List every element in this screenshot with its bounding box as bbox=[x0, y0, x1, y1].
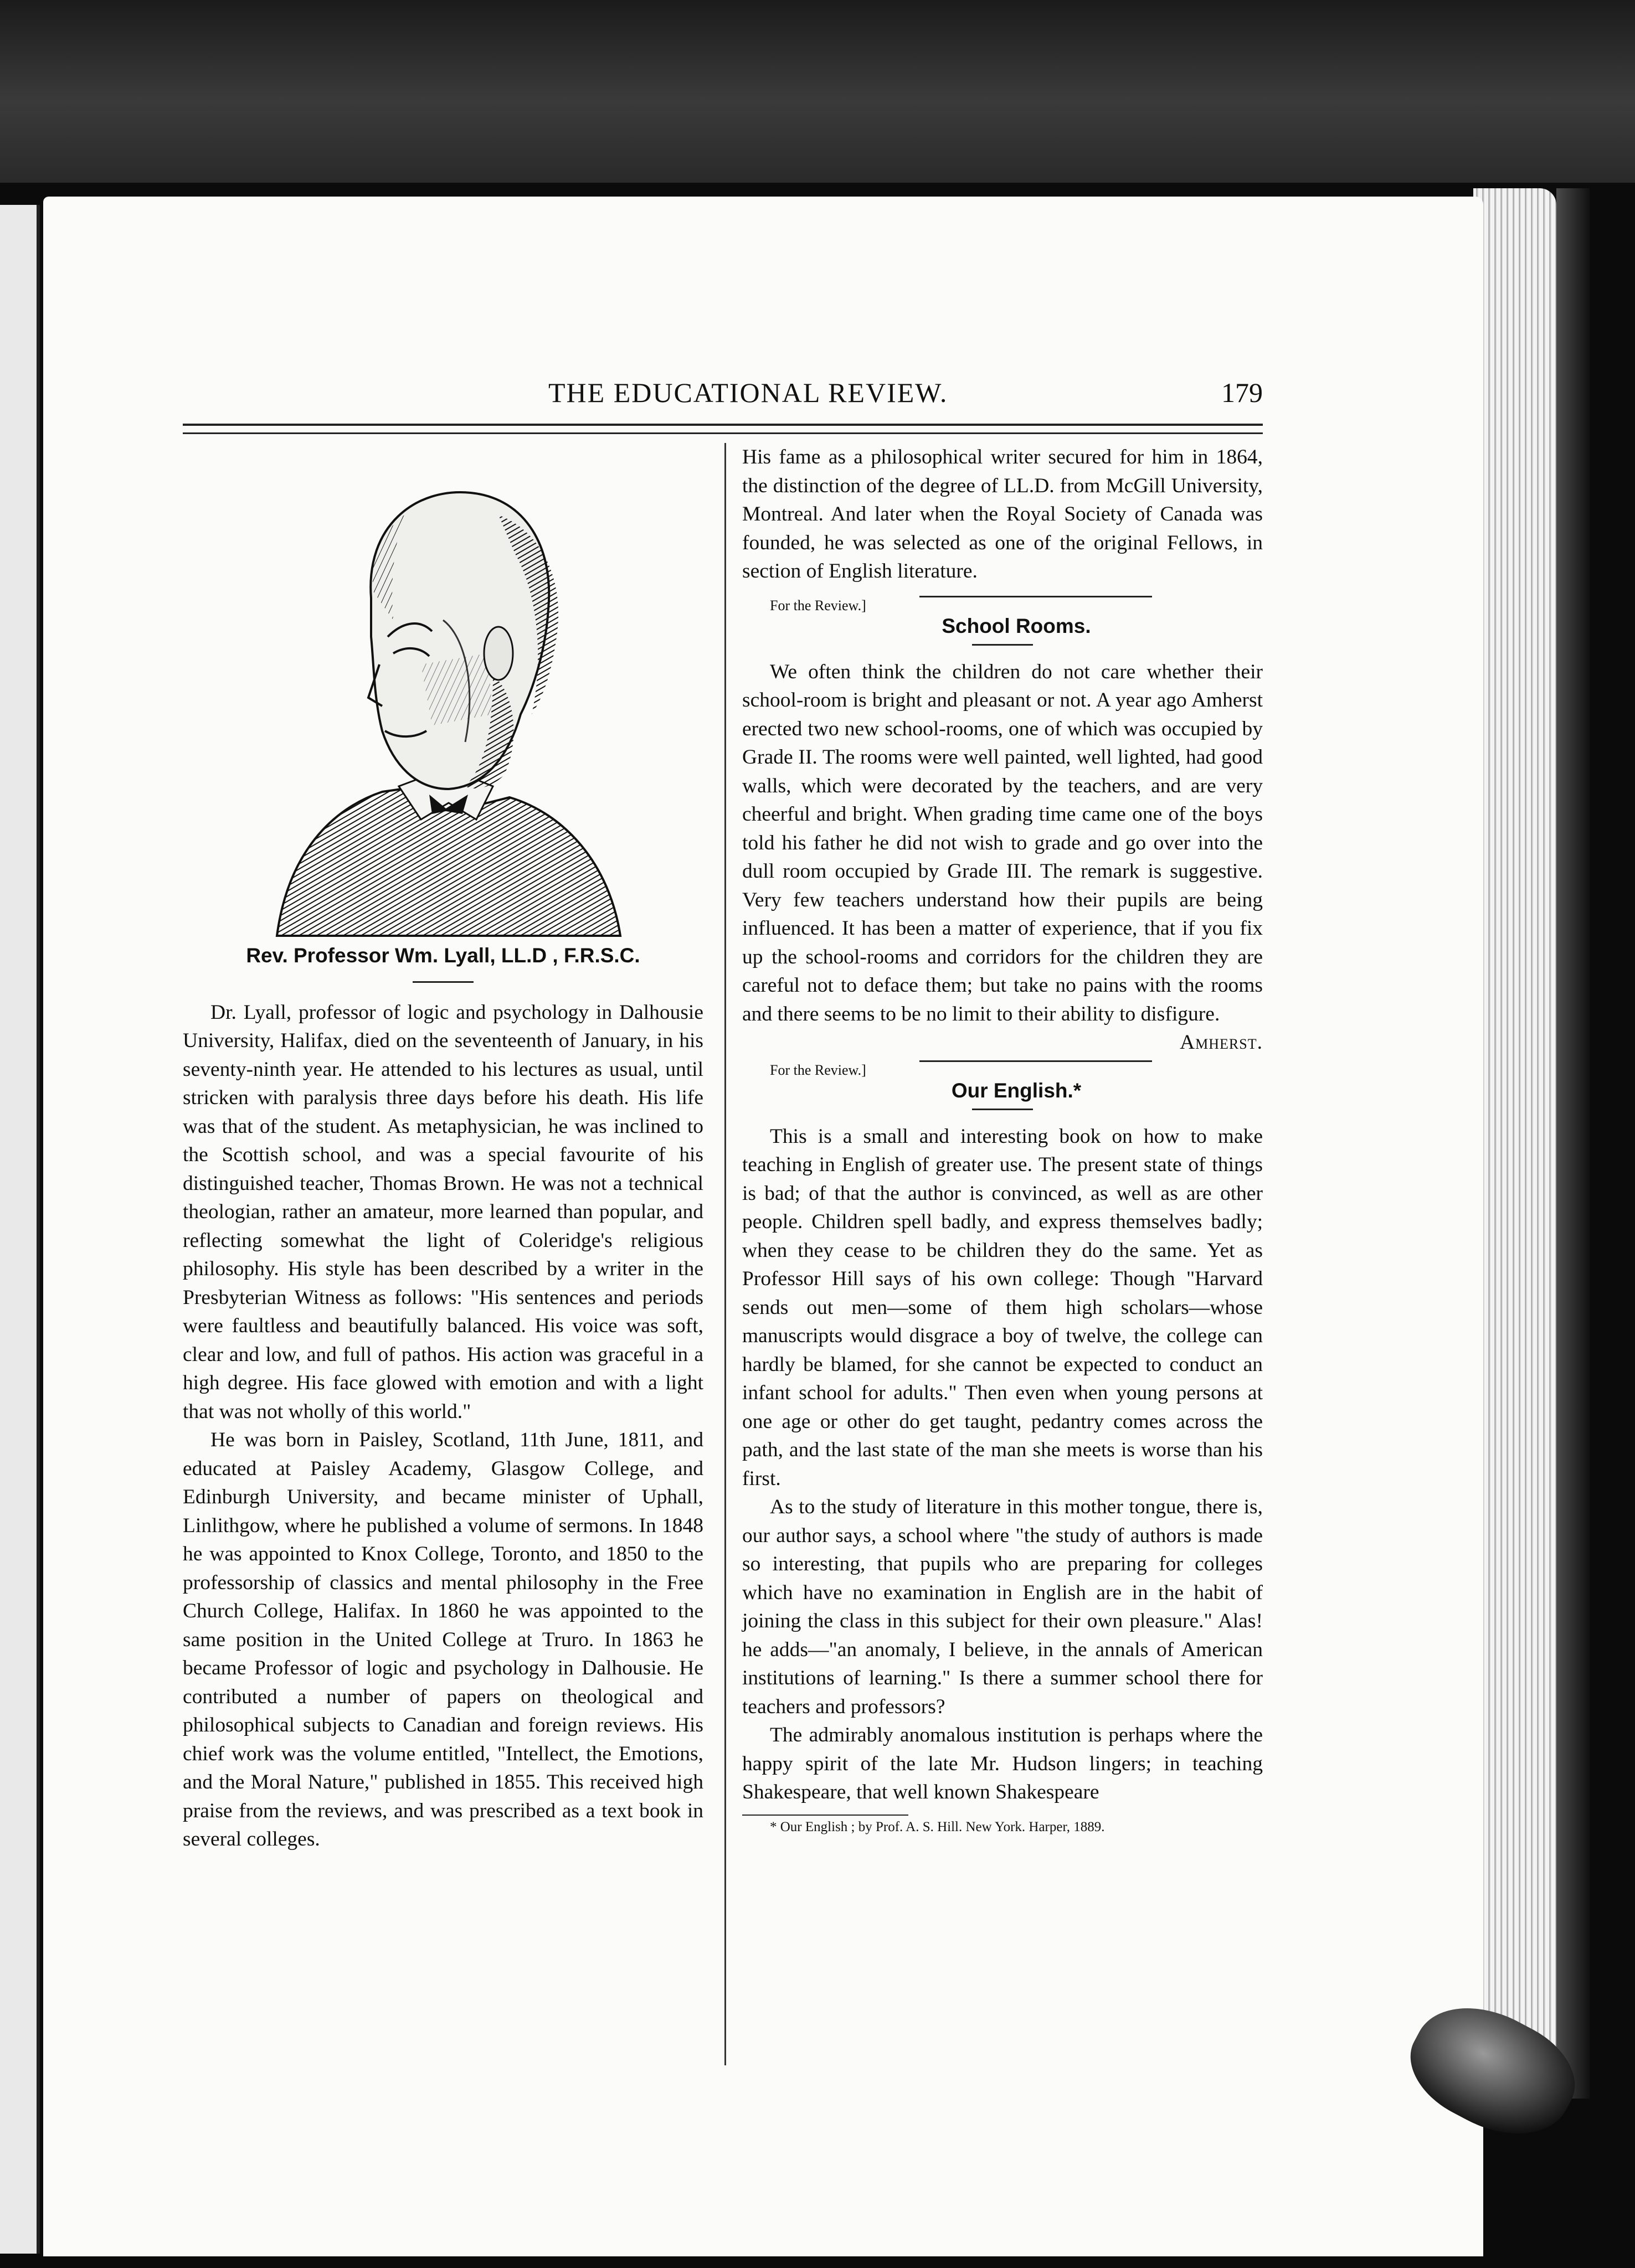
running-title: THE EDUCATIONAL REVIEW. bbox=[548, 377, 948, 408]
page-number: 179 bbox=[1221, 377, 1263, 408]
title-rule bbox=[972, 1109, 1033, 1110]
portrait-icon bbox=[255, 454, 631, 941]
school-rooms-title: School Rooms. bbox=[942, 614, 1091, 637]
our-english-title: Our English.* bbox=[951, 1079, 1082, 1102]
page-header bbox=[183, 377, 1263, 421]
column-divider bbox=[724, 443, 726, 2065]
page-stack-shadow bbox=[1556, 188, 1590, 2099]
page-stack-edge bbox=[1473, 188, 1556, 2099]
obituary-paragraph-2: He was born in Paisley, Scotland, 11th June, 1811, and educated at Paisley Academy, Glasgow College, and Edinburgh University, and became minister of Uphall, Linlithgow, where he published a volume of sermons. In 1848 he was appointed to Knox College, Toronto, and 1850 to the professorship of classics and mental philosophy in the Free Church College, Halifax. In 1860 he was appointed to the same position in the United College at Truro. In 1863 he became Professor of logic and psychology in Dalhousie. He contributed a number of papers on theological and philosophical subjects to Canadian and foreign reviews. His chief work was the volume entitled, "Intellect, the Emotions, and the Moral Nature," published in 1855. This received high praise from the reviews, and was prescribed as a text book in several colleges. bbox=[183, 1429, 703, 1851]
obituary-continuation: His fame as a philosophical writer secured for him in 1864, the distinction of the degree of LL.D. from McGill University, Montreal. And later when the Royal Society of Canada was founded, he was selected as one of the original Fellows, in section of English literature. bbox=[742, 446, 1263, 583]
right-column bbox=[742, 443, 1263, 1836]
portrait-engraving bbox=[183, 443, 703, 941]
school-rooms-signature: Amherst. bbox=[1180, 1031, 1263, 1054]
title-rule bbox=[972, 644, 1033, 646]
our-english-paragraph-3: The admirably anomalous institution is perhaps where the happy spirit of the late Mr. Hudson lingers; in teaching Shakespeare, that well known Shakespeare bbox=[742, 1724, 1263, 1803]
scan-background bbox=[0, 0, 1635, 183]
footnote: * Our English ; by Prof. A. S. Hill. New York. Harper, 1889. bbox=[770, 1819, 1105, 1834]
portrait-caption: Rev. Professor Wm. Lyall, LL.D , F.R.S.C. bbox=[246, 944, 640, 967]
our-english-paragraph-1: This is a small and interesting book on how to make teaching in English of greater use. The present state of things is bad; of that the author is convinced, as well as are other people. Children spell badly, and express themselves badly; when they cease to be children they do the same. Yet as Professor Hill says of his own college: Though "Harvard sends out men—some of them high scholars—whose manuscripts would disgrace a boy of twelve, the college can hardly be blamed, for she cannot be expected to conduct an infant school for adults." Then even when young persons at one age or other do get taught, pedantry comes across the path, and the last state of the man she meets is worse than his first. bbox=[742, 1125, 1263, 1490]
school-rooms-body: We often think the children do not care whether their school-room is bright and pleasant or not. A year ago Amherst erected two new school-rooms, one of which was occupied by Grade II. The rooms were well painted, well lighted, had good walls, which were decorated by the teachers, and are very cheerful and bright. When grading time came one of the boys told his father he did not wish to grade and go over into the dull room occupied by Grade III. The remark is suggestive. Very few teachers understand how their pupils are being influenced. It has been a matter of experience, that if you fix up the school-rooms and corridors for the children they are careful not to deface them; but take no pains with the rooms and there seems to be no limit to their ability to disfigure. bbox=[742, 660, 1263, 1025]
school-rooms-credit: For the Review.] bbox=[770, 597, 866, 614]
left-page-edge bbox=[0, 205, 40, 2254]
our-english-credit: For the Review.] bbox=[770, 1061, 866, 1078]
left-column bbox=[183, 443, 703, 1854]
caption-rule bbox=[413, 981, 474, 983]
our-english-paragraph-2: As to the study of literature in this mother tongue, there is, our author says, a school where "the study of authors is made so interesting, that pupils who are preparing for colleges which have no examination in English are in the habit of joining the class in this subject for their own pleasure." Alas! he adds—"an anomaly, I believe, in the annals of American institutions of learning." Is there a summer school there for teachers and professors? bbox=[742, 1496, 1263, 1718]
footnote-rule bbox=[742, 1815, 908, 1816]
header-rule bbox=[183, 424, 1263, 434]
obituary-paragraph-1: Dr. Lyall, professor of logic and psychology in Dalhousie University, Halifax, died on the seventeenth of January, in his seventy-ninth year. He attended to his lectures as usual, until stricken with paralysis three days before his death. His life was that of the student. As metaphysician, he was inclined to the Scottish school, and was a special favourite of his distinguished teacher, Thomas Brown. He was not a technical theologian, rather an amateur, more learned than popular, and reflecting somewhat the light of Coleridge's religious philosophy. His style has been described by a writer in the Presbyterian Witness as follows: "His sentences and periods were faultless and beautifully balanced. His voice was soft, clear and low, and full of pathos. His action was graceful in a high degree. His face glowed with emotion and with a light that was not wholly of this world." bbox=[183, 1001, 703, 1423]
